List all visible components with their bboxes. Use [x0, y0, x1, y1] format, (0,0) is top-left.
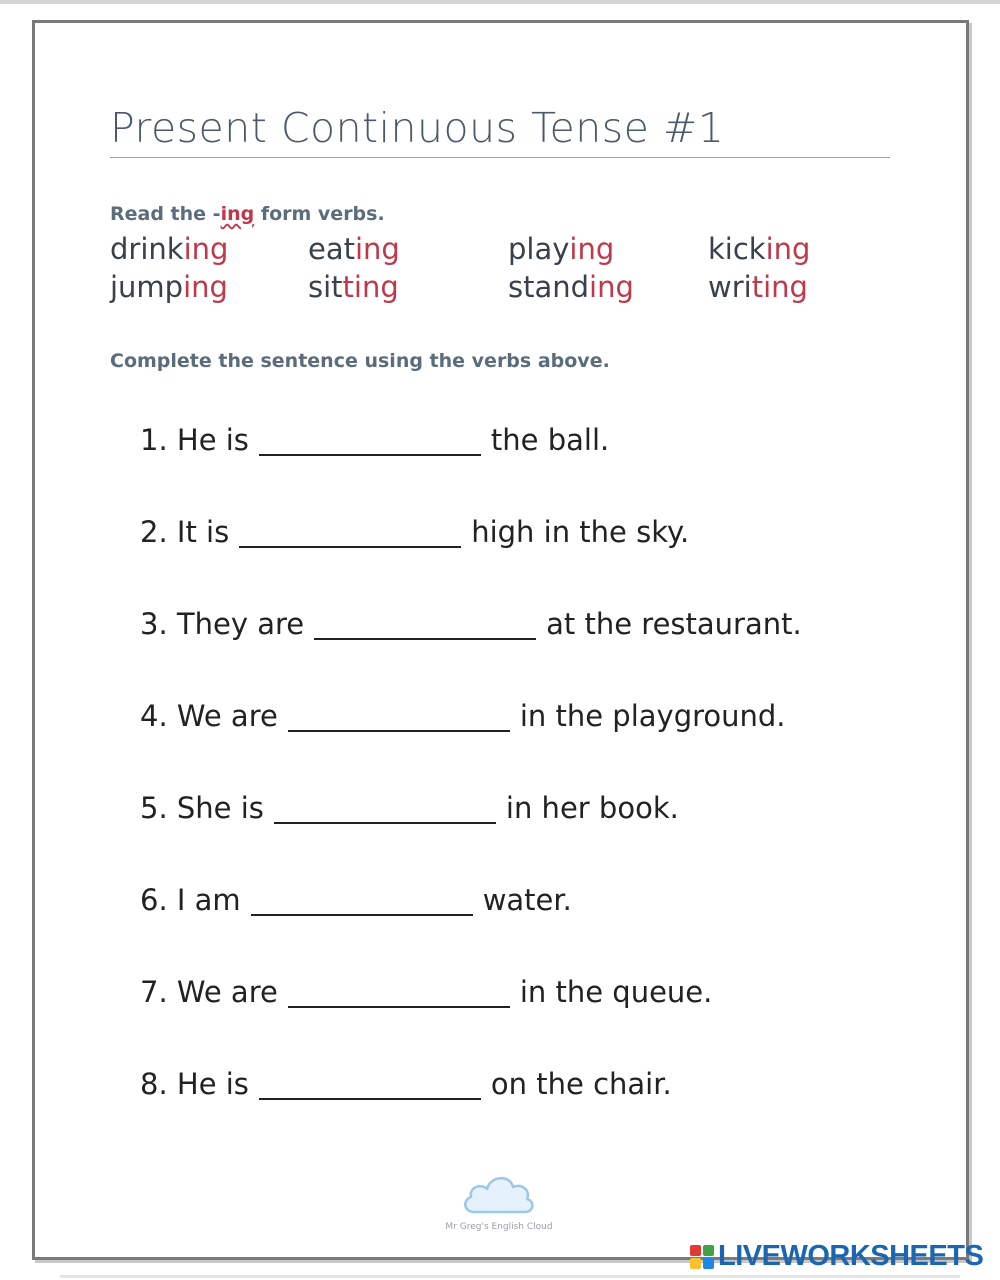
worksheet-title: Present Continuous Tense #1: [110, 104, 725, 152]
publisher-logo: [432, 1168, 566, 1232]
sentence-8: 8. He is on the chair.: [140, 1067, 672, 1101]
answer-blank-3[interactable]: [314, 608, 536, 640]
verb-word: kicking: [708, 232, 811, 266]
instruction-complete-sentences: Complete the sentence using the verbs above.: [110, 350, 610, 372]
title-divider: [110, 157, 890, 158]
liveworksheets-grid-icon: [690, 1245, 714, 1269]
answer-blank-5[interactable]: [274, 792, 496, 824]
liveworksheets-brand[interactable]: [690, 1240, 983, 1273]
liveworksheets-wordmark: LIVEWORKSHEETS: [718, 1240, 984, 1272]
verb-word: jumping: [110, 270, 228, 304]
answer-blank-8[interactable]: [259, 1068, 481, 1100]
instruction-text-before: Read the -: [110, 203, 221, 225]
verb-word: playing: [508, 232, 615, 266]
answer-blank-4[interactable]: [288, 700, 510, 732]
sentence-4: 4. We are in the playground.: [140, 699, 786, 733]
bottom-edge: [60, 1275, 960, 1278]
sentence-5: 5. She is in her book.: [140, 791, 679, 825]
sentence-6: 6. I am water.: [140, 883, 572, 917]
verb-word: eating: [308, 232, 400, 266]
instruction-read-verbs: [110, 203, 385, 225]
answer-blank-2[interactable]: [239, 516, 461, 548]
instruction-text-after: form verbs.: [254, 203, 385, 225]
top-edge: [0, 0, 1000, 4]
sentence-1: 1. He is the ball.: [140, 423, 610, 457]
answer-blank-1[interactable]: [259, 424, 481, 456]
verb-word: sitting: [308, 270, 399, 304]
verb-word: drinking: [110, 232, 229, 266]
sentence-2: 2. It is high in the sky.: [140, 515, 690, 549]
verb-word: writing: [708, 270, 808, 304]
answer-blank-6[interactable]: [251, 884, 473, 916]
sentence-7: 7. We are in the queue.: [140, 975, 713, 1009]
cloud-icon: [460, 1168, 538, 1220]
logo-caption: Mr Greg's English Cloud: [445, 1222, 553, 1232]
sentence-3: 3. They are at the restaurant.: [140, 607, 802, 641]
verb-word: standing: [508, 270, 634, 304]
ing-highlight: ing: [220, 203, 255, 225]
answer-blank-7[interactable]: [288, 976, 510, 1008]
